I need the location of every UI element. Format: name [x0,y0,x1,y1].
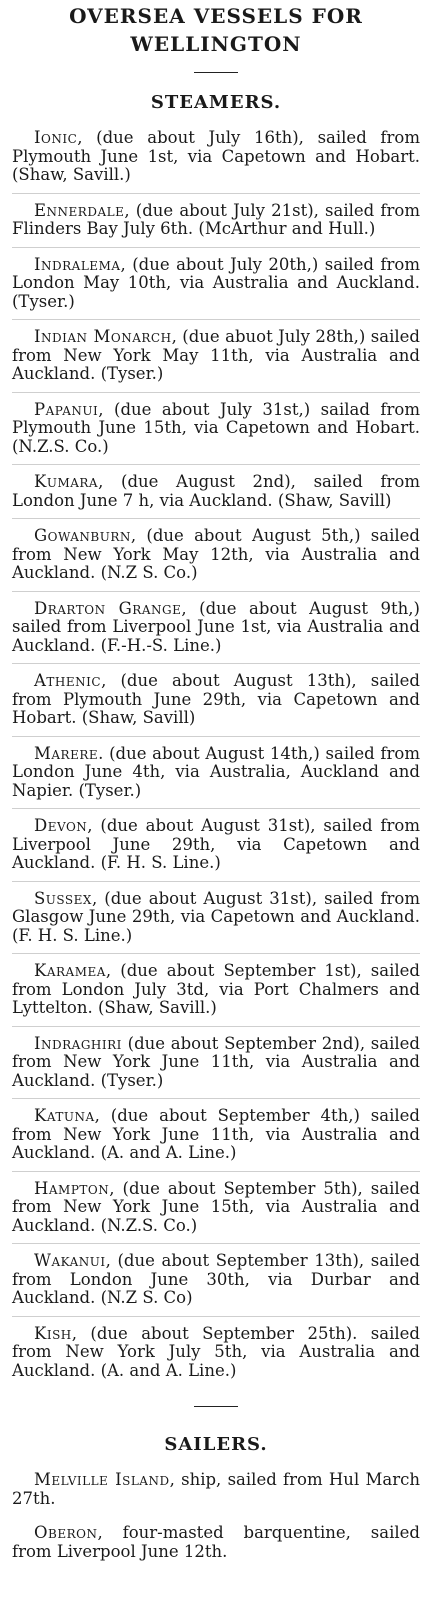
sailers-list [12,1471,420,1569]
steamers-heading: STEAMERS. [150,92,282,113]
vessel-details: , (due abuot July 28th,) sailed from New York May 11th, via Australia and Auckland. (Tyser.) [12,327,420,383]
vessel-name: Ennerdale [34,200,125,220]
vessel-details: , (due about September 1st), sailed from London July 3td, via Port Chalmers and Lyttelton. (Shaw, Savill.) [12,961,420,1017]
vessel-details: , (due about September 25th). sailed from New York July 5th, via Australia and Auckland. (A. and A. Line.) [12,1323,420,1380]
vessel-details: , (due about August 13th), sailed from Plymouth June 29th, via Capetown and Hobart. (Shaw, Savill) [12,671,420,727]
vessel-name: Melville Island [34,1470,170,1489]
vessel-name: Indralema [34,254,121,274]
vessel-name: Indraghiri [34,1033,122,1053]
vessel-name: Marere [34,743,99,763]
vessel-entry [12,1180,420,1245]
vessel-name: Oberon [34,1523,98,1542]
vessel-name: Karamea [34,961,106,980]
vessel-details: , (due about August 31st), sailed from Glasgow June 29th, via Capetown and Auckland. (F. H. S. Line.) [12,888,420,945]
sailers-heading: SAILERS. [164,1434,268,1455]
vessel-name: Gowanburn [34,526,131,545]
steamers-list [12,129,420,1388]
vessel-entry [12,129,420,194]
vessel-name: Devon [34,816,88,835]
vessel-details: (due about September 2nd), sailed from New York June 11th, via Australia and Auckland. (Tyser.) [12,1033,420,1090]
vessel-entry [12,890,420,955]
vessel-details: , four-masted barquentine, sailed from Liverpool June 12th. [12,1523,420,1561]
vessel-name: Papanui [34,399,99,419]
vessel-entry [12,256,420,321]
vessel-details: , (due about August 5th,) sailed from New York May 12th, via Australia and Auckland. (N.Z S. Co.) [12,526,420,582]
vessel-entry [12,1035,420,1100]
vessel-details: , (due about July 16th), sailed from Plymouth June 1st, via Capetown and Hobart. (Shaw, Savill.) [12,128,420,184]
vessel-entry [12,600,420,665]
vessel-entry [12,1471,420,1516]
vessel-name: Ionic [34,128,78,147]
vessel-entry [12,527,420,592]
vessel-entry [12,1107,420,1172]
vessel-details: , (due about September 4th,) sailed from New York June 11th, via Australia and Auckland. (A. and A. Line.) [12,1106,420,1162]
vessel-details: . (due about August 14th,) sailed from London June 4th, via Australia, Auckland and Napier. (Tyser.) [12,743,420,800]
vessel-details: , (due about July 21st), sailed from Flinders Bay July 6th. (McArthur and Hull.) [12,200,420,238]
vessel-name: Wakanui [34,1251,106,1270]
vessel-name: Indian Monarch [34,327,172,346]
vessel-entry [12,817,420,882]
vessel-entry [12,401,420,466]
vessel-entry [12,672,420,737]
vessel-entry [12,473,420,519]
vessel-entry [12,328,420,393]
vessel-name: Katuna [34,1106,95,1125]
vessel-details: , (due about September 13th), sailed from London June 30th, via Durbar and Auckland. (N.Z S. Co) [12,1251,420,1307]
vessel-name: Athenic [34,671,102,690]
vessel-details: , (due about August 9th,) sailed from Liverpool June 1st, via Australia and Auckland. (F.-H.-S. Line.) [12,598,420,655]
title-line-2: WELLINGTON [130,32,302,56]
vessel-details: , (due about July 31st,) sailad from Plymouth June 15th, via Capetown and Hobart. (N.Z.S. Co.) [12,399,420,456]
vessel-entry [12,1325,420,1389]
vessel-name: Kumara [34,472,99,491]
vessel-entry [12,202,420,248]
page-title [12,0,420,58]
vessel-name: Drarton Grange [34,598,182,618]
title-line-1: OVERSEA VESSELS FOR [69,4,363,28]
vessel-details: , (due about September 5th), sailed from New York June 15th, via Australia and Auckland. (N.Z.S. Co.) [12,1178,420,1235]
vessel-details: , ship, sailed from Hul March 27th. [12,1470,420,1508]
vessel-entry [12,1524,420,1569]
vessel-details: , (due about July 20th,) sailed from London May 10th, via Australia and Auckland. (Tyser.) [12,254,420,311]
vessel-name: Hampton [34,1178,110,1198]
vessel-details: , (due about August 31st), sailed from Liverpool June 29th, via Capetown and Auckland. (F. H. S. Line.) [12,816,420,872]
title-divider [194,72,238,73]
vessel-entry [12,962,420,1027]
vessel-entry [12,745,420,810]
section-divider [194,1406,238,1407]
vessel-name: Sussex [34,888,92,908]
vessel-name: Kish [34,1323,72,1343]
vessel-entry [12,1252,420,1317]
vessel-details: , (due August 2nd), sailed from London June 7 h, via Auckland. (Shaw, Savill) [12,472,420,510]
